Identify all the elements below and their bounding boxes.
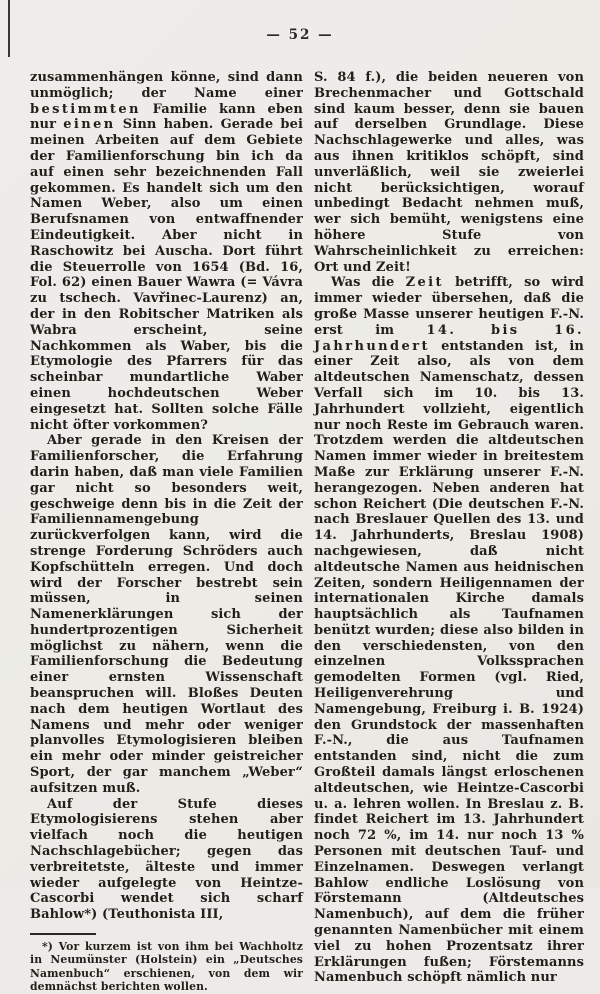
body-text: Was die bbox=[331, 275, 406, 291]
letterspaced-emphasis-text: Zeit bbox=[405, 275, 444, 291]
body-text: entstanden ist, in einer Zeit also, als von dem altdeutschen Namenschatz, dessen Verfall sich im 10. bis 13. Jahrhundert vollzieht, eigentlich nur noch Reste im Gebrauch waren. Trotzdem werden die altdeutschen Namen immer wieder in breitestem Maße zur Erklärung unserer F.-N. herangezogen. Neben anderen hat schon Reichert (Die deutschen F.-N. nach Breslauer Quellen des 13. und 14. Jahrhunderts, Breslau 1908) nachgewiesen, daß nicht altdeutsche Namen aus heidnischen Zeiten, sondern Heiligennamen der internationalen Kirche damals hauptsächlich als Taufnamen benützt wurden; diese also bilden in den verschiedensten, von den einzelnen Volkssprachen gemodelten Formen (vgl. Ried, Heiligenverehrung und Namengebung, Freiburg i. B. 1924) den Grundstock der massenhaften F.-N., die aus Taufnamen entstanden sind, nicht die zum Großteil damals längst erloschenen altdeutschen, wie Heintze-Cascorbi u. a. lehren wollen. In Breslau z. B. findet Reichert im 13. Jahrhundert noch 72 %, im 14. nur noch 13 % Personen mit deutschen Tauf- und Einzelnamen. Deswegen verlangt Bahlow endliche Loslösung von Förstemann (Altdeutsches Namenbuch), auf dem die früher genannten Namenbücher mit einem viel zu hohen Prozentsatz ihrer Erklärungen fußen; Förstemanns Namenbuch schöpft nämlich nur bbox=[314, 338, 584, 986]
paragraph bbox=[314, 70, 584, 275]
body-text: Sinn haben. Gerade bei meinen Arbeiten auf dem Gebiete der Familienforschung bin ich da auf einen sehr bezeichnenden Fall gekommen. Es handelt sich um den Namen Weber, also um einen Berufsnamen von entwaffnender Eindeutigkeit. Aber nicht in Raschowitz bei Auscha. Dort führt die Steuerrolle von 1654 (Bd. 16, Fol. 62) einen Bauer Wawra (= Vávra zu tschech. Vavřinec-Laurenz) an, der in den Robitscher Matriken als Wabra erscheint, seine Nachkommen als Waber, bis die Etymologie des Pfarrers für das scheinbar mundartliche Waber einen hochdeutschen Weber eingesetzt hat. Sollten solche Fälle nicht öfter vorkommen? bbox=[30, 117, 303, 433]
body-text: zusammenhängen könne, sind dann unmöglich; der Name einer bbox=[30, 70, 303, 101]
body-text: Familie kann eben nur bbox=[30, 101, 303, 133]
paragraph bbox=[30, 797, 303, 923]
left-column-paragraphs bbox=[30, 70, 303, 923]
body-text: S. 84 f.), die beiden neueren von Brechenmacher und Gottschald sind kaum besser, denn sie bauen auf derselben Grundlage. Diese Nachschlagewerke und alles, was aus ihnen kritiklos schöpft, sind unverläßlich, weil sie zweierlei nicht berücksichtigen, worauf unbedingt Bedacht nehmen muß, wer sich bemüht, wenigstens eine höhere Stufe von Wahrscheinlichkeit zu erreichen: Ort und Zeit! bbox=[314, 70, 584, 275]
paragraph bbox=[30, 433, 303, 796]
footnote-block bbox=[30, 933, 303, 994]
paragraph bbox=[314, 275, 584, 986]
right-text-column bbox=[314, 70, 584, 986]
letterspaced-emphasis-text: 14. bis 16. Jahrhundert bbox=[314, 322, 584, 354]
page-number: — 52 — bbox=[266, 27, 334, 43]
body-text: Aber gerade in den Kreisen der Familienforscher, die Erfahrung darin haben, daß man viele Familien gar nicht so besonders weit, geschweige denn bis in die Zeit der Familiennamengebung zurückverfolgen kann, wird die strenge Forderung Schröders auch Kopfschütteln erregen. Und doch wird der Forscher bestrebt sein müssen, in seinen Namenerklärungen sich der hundertprozentigen Sicherheit möglichst zu nähern, wenn die Familienforschung die Bedeutung einer ernsten Wissenschaft beanspruchen will. Bloßes Deuten nach dem heutigen Wortlaut des Namens und mehr oder weniger planvolles Etymologisieren bleiben ein mehr oder minder geistreicher Sport, der gar manchem „Weber“ aufsitzen muß. bbox=[30, 433, 303, 796]
left-text-column bbox=[30, 70, 303, 994]
letterspaced-emphasis-text: bestimmten bbox=[30, 101, 141, 117]
paragraph bbox=[30, 70, 303, 433]
body-text: betrifft, so wird immer wieder übersehen, daß die große Masse unserer heutigen F.-N. erst im bbox=[314, 275, 584, 338]
footnote-separator-rule bbox=[30, 933, 96, 935]
body-text: Auf der Stufe dieses Etymologisierens stehen aber vielfach noch die heutigen Nachschlagebücher; gegen das verbreitetste, älteste und immer wieder aufgelegte von Heintze-Cascorbi wendet sich scharf Bahlow*) (Teuthonista III, bbox=[30, 796, 303, 923]
footnote-text: *) Vor kurzem ist von ihm bei Wachholtz in Neumünster (Holstein) ein „Deutsches Namenbuch“ erschienen, von dem wir demnächst berichten wollen. bbox=[30, 940, 303, 994]
letterspaced-emphasis-text: einen bbox=[63, 117, 116, 133]
right-column-paragraphs bbox=[314, 70, 584, 986]
